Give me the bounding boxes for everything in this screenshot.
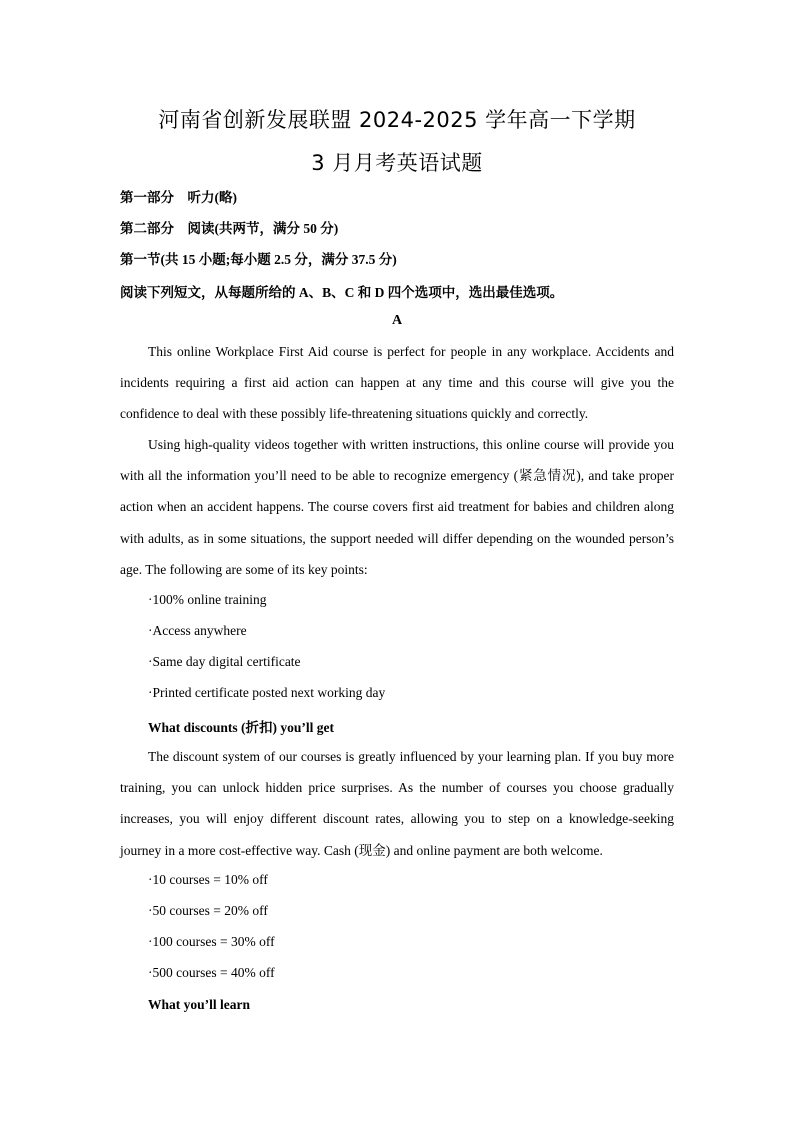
learn-heading: What you’ll learn	[148, 997, 251, 1012]
section-one-heading: 第一节(共 15 小题;每小题 2.5 分，满分 37.5 分)	[120, 252, 397, 267]
reading-instruction: 阅读下列短文，从每题所给的 A、B、C 和 D 四个选项中，选出最佳选项。	[120, 285, 564, 300]
part-two-heading: 第二部分 阅读(共两节，满分 50 分)	[120, 221, 339, 236]
paragraph-discount-info: The discount system of our courses is greatly influenced by your learning plan. If you buy more training, you can unlock hidden price surprises. As the number of courses you choose gradually increases, you will enjoy different discount rates, allowing you to step on a knowledge-seeking journey in a more cost-effective way. Cash (现金) and online payment are both welcome.	[120, 749, 674, 858]
discount-heading: What discounts (折扣) you’ll get	[148, 720, 335, 735]
passage-label: A	[391, 313, 403, 328]
key-point-item: ·Access anywhere	[148, 623, 247, 638]
discount-item: ·100 courses = 30% off	[148, 934, 275, 949]
paragraph-intro: This online Workplace First Aid course is perfect for people in any workplace. Accidents and incidents requiring a first aid action can happen at any time and this course will give you the confidence to deal with these possibly life-threatening situations quickly and correctly.	[120, 344, 674, 422]
part-one-heading: 第一部分 听力(略)	[120, 190, 237, 205]
exam-title-line-2: 3 月月考英语试题	[311, 151, 483, 175]
discount-item: ·10 courses = 10% off	[148, 872, 268, 887]
discount-item: ·500 courses = 40% off	[148, 965, 275, 980]
key-point-item: ·Printed certificate posted next working day	[148, 685, 386, 700]
discount-item: ·50 courses = 20% off	[148, 903, 268, 918]
key-point-item: ·100% online training	[148, 592, 267, 607]
key-point-item: ·Same day digital certificate	[148, 654, 301, 669]
exam-title-line-1: 河南省创新发展联盟 2024-2025 学年高一下学期	[158, 108, 636, 132]
paragraph-course-info: Using high-quality videos together with written instructions, this online course will provide you with all the information you’ll need to be able to recognize emergency (紧急情况), and take proper action when an accident happens. The course covers first aid treatment for babies and children along with adults, as in some situations, the support needed will differ depending on the wounded person’s age. The following are some of its key points:	[120, 437, 674, 577]
